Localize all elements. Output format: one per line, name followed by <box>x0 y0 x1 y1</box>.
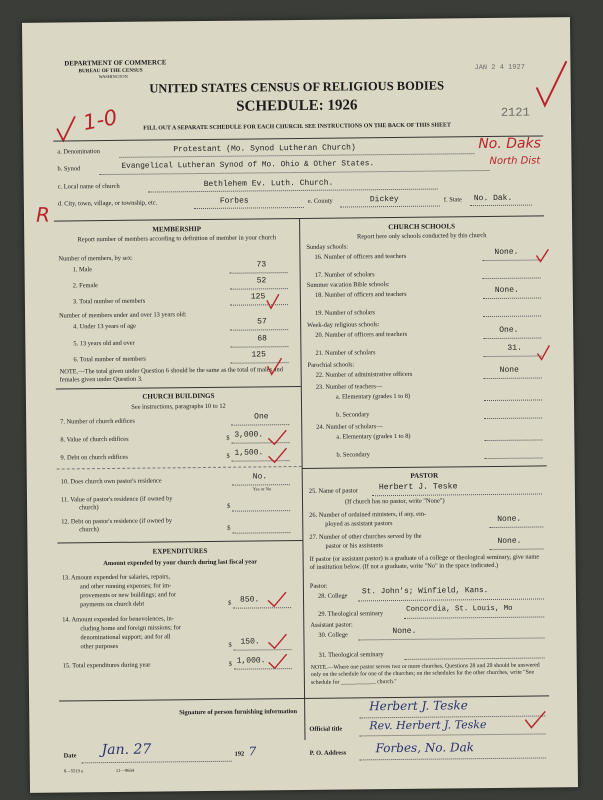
synod-line <box>100 170 490 175</box>
q14-label-2: cluding home and foreign missions; for <box>80 624 182 633</box>
state-value: No. Dak. <box>473 193 513 204</box>
official-title-label: Official title <box>309 725 343 733</box>
q29-label: 29. Theological seminary <box>318 610 384 618</box>
graduate-instruction: If pastor (or assistant pastor) is a graduate of a college or theological seminary, give name of institution below. (If not a graduate, write "No" in the space indicated.) <box>309 553 540 571</box>
parochial-label: Parochial schools: <box>307 361 355 369</box>
red-dollar-checks <box>264 424 297 674</box>
q4-label: 4. Under 13 years of age <box>73 322 137 331</box>
q26-value: None. <box>497 514 522 524</box>
receipt-stamp-number: 2121 <box>500 105 530 120</box>
q7-label: 7. Number of church edifices <box>60 417 135 426</box>
q18-label: 18. Number of officers and teachers <box>314 290 407 299</box>
q28-value: St. John's; Winfield, Kans. <box>361 587 489 597</box>
q13-value: 850. <box>239 595 260 605</box>
q11-label-1: 11. Value of pastor's residence (if owned by <box>60 495 173 504</box>
schools-intro: Report here only schools conducted by this church <box>357 232 487 241</box>
q2-value: 52 <box>256 276 267 286</box>
buildings-title: CHURCH BUILDINGS <box>142 391 215 401</box>
state-label: f. State <box>443 196 463 204</box>
red-r-mark: R <box>35 202 51 227</box>
q27-label-1: 27. Number of other churches served by the <box>309 532 422 541</box>
signature-label: Signature of person furnishing information <box>179 708 298 717</box>
po-address-value: Forbes, No. Dak <box>375 740 475 756</box>
q14-dollar: $ <box>228 641 232 649</box>
q27-line <box>490 548 544 550</box>
county-value: Dickey <box>369 194 399 205</box>
q23-label: 23. Number of teachers— <box>315 383 383 391</box>
q11-dollar: $ <box>227 502 231 510</box>
red-membership-checks <box>237 282 298 383</box>
q25-line <box>372 493 542 496</box>
q3-label: 3. Total number of members <box>72 297 146 306</box>
city-value: Forbes <box>219 196 249 206</box>
q8-dollar: $ <box>226 434 230 442</box>
q21-value: 31. <box>507 343 522 353</box>
q16-value: None. <box>494 247 519 257</box>
buildings-intro: See instructions, paragraphs 10 to 12 <box>131 402 226 411</box>
dept-name: DEPARTMENT OF COMMERCE <box>64 59 167 68</box>
q3-value: 125 <box>250 292 266 302</box>
q22-label: 22. Number of administrative officers <box>315 370 413 379</box>
q25-note: (If church has no pastor, write "None") <box>344 497 445 506</box>
synod-label: b. Synod <box>57 165 81 173</box>
q24-label: 24. Number of scholars— <box>316 423 383 431</box>
q24a-line <box>484 439 542 441</box>
q23a-line <box>484 399 542 401</box>
q9-dollar: $ <box>226 452 230 460</box>
denomination-label: a. Denomination <box>57 148 100 156</box>
membership-note: NOTE.—The total given under Question 6 should be the same as the total of males and females given under Question 3. <box>59 366 283 384</box>
denomination-value: Protestant (Mo. Synod Lutheran Church) <box>173 143 356 155</box>
q22-line <box>484 377 542 379</box>
q31-label: 31. Theological seminary <box>318 651 384 659</box>
q24a-label: a. Elementary (grades 1 to 8) <box>336 432 411 441</box>
q15-label: 15. Total expenditures during year <box>62 661 151 670</box>
q30-line <box>358 637 544 640</box>
city-label: d. City, town, village, or township, etc. <box>57 199 158 208</box>
yes-no-hint: Yes or No <box>252 486 272 492</box>
q13-dollar: $ <box>228 599 232 607</box>
q13-label-3: provements or new buildings; and for <box>79 591 177 600</box>
by-sex-label: Number of members, by sex: <box>58 254 133 263</box>
red-title-check <box>505 707 555 738</box>
q20-label: 20. Number of officers and teachers <box>315 330 408 339</box>
schools-divider <box>302 465 547 469</box>
expenditures-title: EXPENDITURES <box>152 546 208 556</box>
church-name-value: Bethlehem Ev. Luth. Church. <box>203 178 334 189</box>
q18-value: None. <box>494 285 519 295</box>
census-schedule-sheet <box>22 17 578 793</box>
q14-value: 150. <box>240 637 260 647</box>
church-name-label: c. Local name of church <box>57 182 120 191</box>
q28-label: 28. College <box>317 592 348 600</box>
synod-annotation: North Dist <box>489 155 541 168</box>
q5-label: 5. 13 years old and over <box>73 339 135 348</box>
red-check-mark <box>532 57 573 117</box>
bureau-name: BUREAU OF THE CENSUS <box>78 67 143 75</box>
q23a-label: a. Elementary (grades 1 to 8) <box>335 392 411 401</box>
q13-label-2: and other running expenses; for im- <box>79 582 172 591</box>
po-address-label: P. O. Address <box>309 749 347 757</box>
q27-label-2: pastor or his assistants <box>325 542 383 550</box>
q30-value: None. <box>392 626 417 637</box>
q15-value: 1,000. <box>236 656 266 666</box>
q29-value: Concordia, St. Louis, Mo <box>406 604 513 614</box>
assistant-sub-label: Assistant pastor: <box>310 621 353 629</box>
q10-value: No. <box>252 472 268 482</box>
q26-label-1: 26. Number of ordained ministers, if any, em- <box>309 510 427 519</box>
q5-value: 68 <box>257 334 267 344</box>
official-title-value: Rev. Herbert J. Teske <box>369 718 487 733</box>
vbs-label: Summer vacation Bible schools: <box>306 281 390 289</box>
q1-line <box>230 272 288 274</box>
date-value: Jan. 27 <box>101 741 152 759</box>
header-divider <box>53 135 543 141</box>
form-title: UNITED STATES CENSUS OF RELIGIOUS BODIES <box>149 78 445 96</box>
q20-value: One. <box>499 325 519 335</box>
red-school-checks <box>484 243 555 364</box>
q8-label: 8. Value of church edifices <box>60 435 129 444</box>
receipt-stamp-date: JAN 2 4 1927 <box>474 63 525 73</box>
form-instruction: FILL OUT A SEPARATE SCHEDULE FOR EACH CHURCH. SEE INSTRUCTIONS ON THE BACK OF THIS SHEET <box>143 122 451 132</box>
po-address-line <box>360 757 546 760</box>
q19-label: 19. Number of scholars <box>315 309 376 317</box>
pastor-note: NOTE.—Where one pastor serves two or more churches, Questions 28 and 29 should be answered only on the schedule for one of the churches; on the schedules for the other churches, write "See schedule for ____________ church." <box>310 662 540 686</box>
membership-intro: Report number of members according to definition of member in your church <box>77 234 277 244</box>
q1-label: 1. Male <box>72 266 93 274</box>
q15-dollar: $ <box>228 660 232 668</box>
red-mark-count: 1-0 <box>81 105 120 136</box>
county-line <box>340 206 440 208</box>
form-code-2: 11—9664 <box>115 767 135 773</box>
q17-label: 17. Number of scholars <box>314 271 375 279</box>
form-code-1: 8—5519 a <box>63 768 84 774</box>
schedule-title: SCHEDULE: 1926 <box>236 97 358 115</box>
q6-value: 125 <box>251 350 266 360</box>
membership-divider <box>56 386 301 390</box>
church-name-line <box>148 189 438 193</box>
date-label: Date <box>63 752 77 760</box>
year-printed: 192 <box>234 750 245 758</box>
membership-title: MEMBERSHIP <box>152 225 202 234</box>
q23b-label: b. Secondary <box>336 411 370 419</box>
q6-label: 6. Total number of members <box>73 355 146 364</box>
q24b-line <box>485 457 543 459</box>
q31-line <box>405 657 545 659</box>
q28-line <box>358 598 544 601</box>
q25-value: Herbert J. Teske <box>378 482 458 493</box>
q14-label-4: other purposes <box>80 642 119 651</box>
city-line <box>194 207 304 209</box>
q7-value: One <box>254 412 269 422</box>
expenditures-intro: Amount expended by your church during last fiscal year <box>103 558 258 568</box>
q10-label: 10. Does church own pastor's residence <box>60 477 162 486</box>
q16-label: 16. Number of officers and teachers <box>314 252 407 261</box>
q13-label-1: 13. Amount expended for salaries, repairs, <box>61 573 171 582</box>
q9-label: 9. Debt on church edifices <box>60 453 128 462</box>
sunday-label: Sunday schools: <box>306 243 349 251</box>
denomination-annotation: No. Daks <box>478 135 542 153</box>
q26-label-2: ployed as assistant pastors <box>325 520 393 528</box>
q12-label-1: 12. Debt on pastor's residence (if owned by <box>61 517 173 526</box>
q14-label-1: 14. Amount expended for benevolences, in- <box>62 615 174 624</box>
state-line <box>470 205 532 207</box>
pastor-title: PASTOR <box>410 471 439 480</box>
q12-dollar: $ <box>227 524 231 532</box>
signature-value: Herbert J. Teske <box>369 698 468 714</box>
weekday-label: Week-day religious schools: <box>307 321 380 329</box>
q13-label-4: payments on church debt <box>80 600 145 609</box>
synod-value: Evangelical Lutheran Synod of Mo. Ohio & Other States. <box>121 160 375 171</box>
date-line <box>82 761 232 764</box>
red-check-small <box>53 110 93 150</box>
q30-label: 30. College <box>318 631 348 639</box>
q27-value: None. <box>497 536 522 546</box>
age-intro-label: Number of members under and over 13 years old: <box>59 311 187 320</box>
q9-value: 1,500. <box>234 448 264 458</box>
county-label: e. County <box>307 197 333 205</box>
q8-value: 3,000. <box>234 430 264 440</box>
pastor-sub-label: Pastor: <box>309 582 328 590</box>
q26-line <box>489 526 543 528</box>
q2-label: 2. Female <box>72 282 98 290</box>
q4-value: 57 <box>257 317 267 327</box>
q14-label-3: denominational support; and for all <box>80 633 171 642</box>
schools-title: CHURCH SCHOOLS <box>388 222 456 232</box>
q29-line <box>404 616 544 618</box>
q22-value: None <box>499 365 519 375</box>
q12-label-2: church) <box>79 526 99 534</box>
q21-label: 21. Number of scholars <box>315 349 376 357</box>
bureau-city: WASHINGTON <box>98 73 128 80</box>
year-handwritten: 7 <box>248 744 257 759</box>
q1-value: 73 <box>256 260 267 270</box>
q23b-line <box>484 417 542 419</box>
q11-label-2: church) <box>79 504 99 512</box>
q25-label: 25. Name of pastor <box>308 487 358 495</box>
q24b-label: b. Secondary <box>336 451 370 459</box>
